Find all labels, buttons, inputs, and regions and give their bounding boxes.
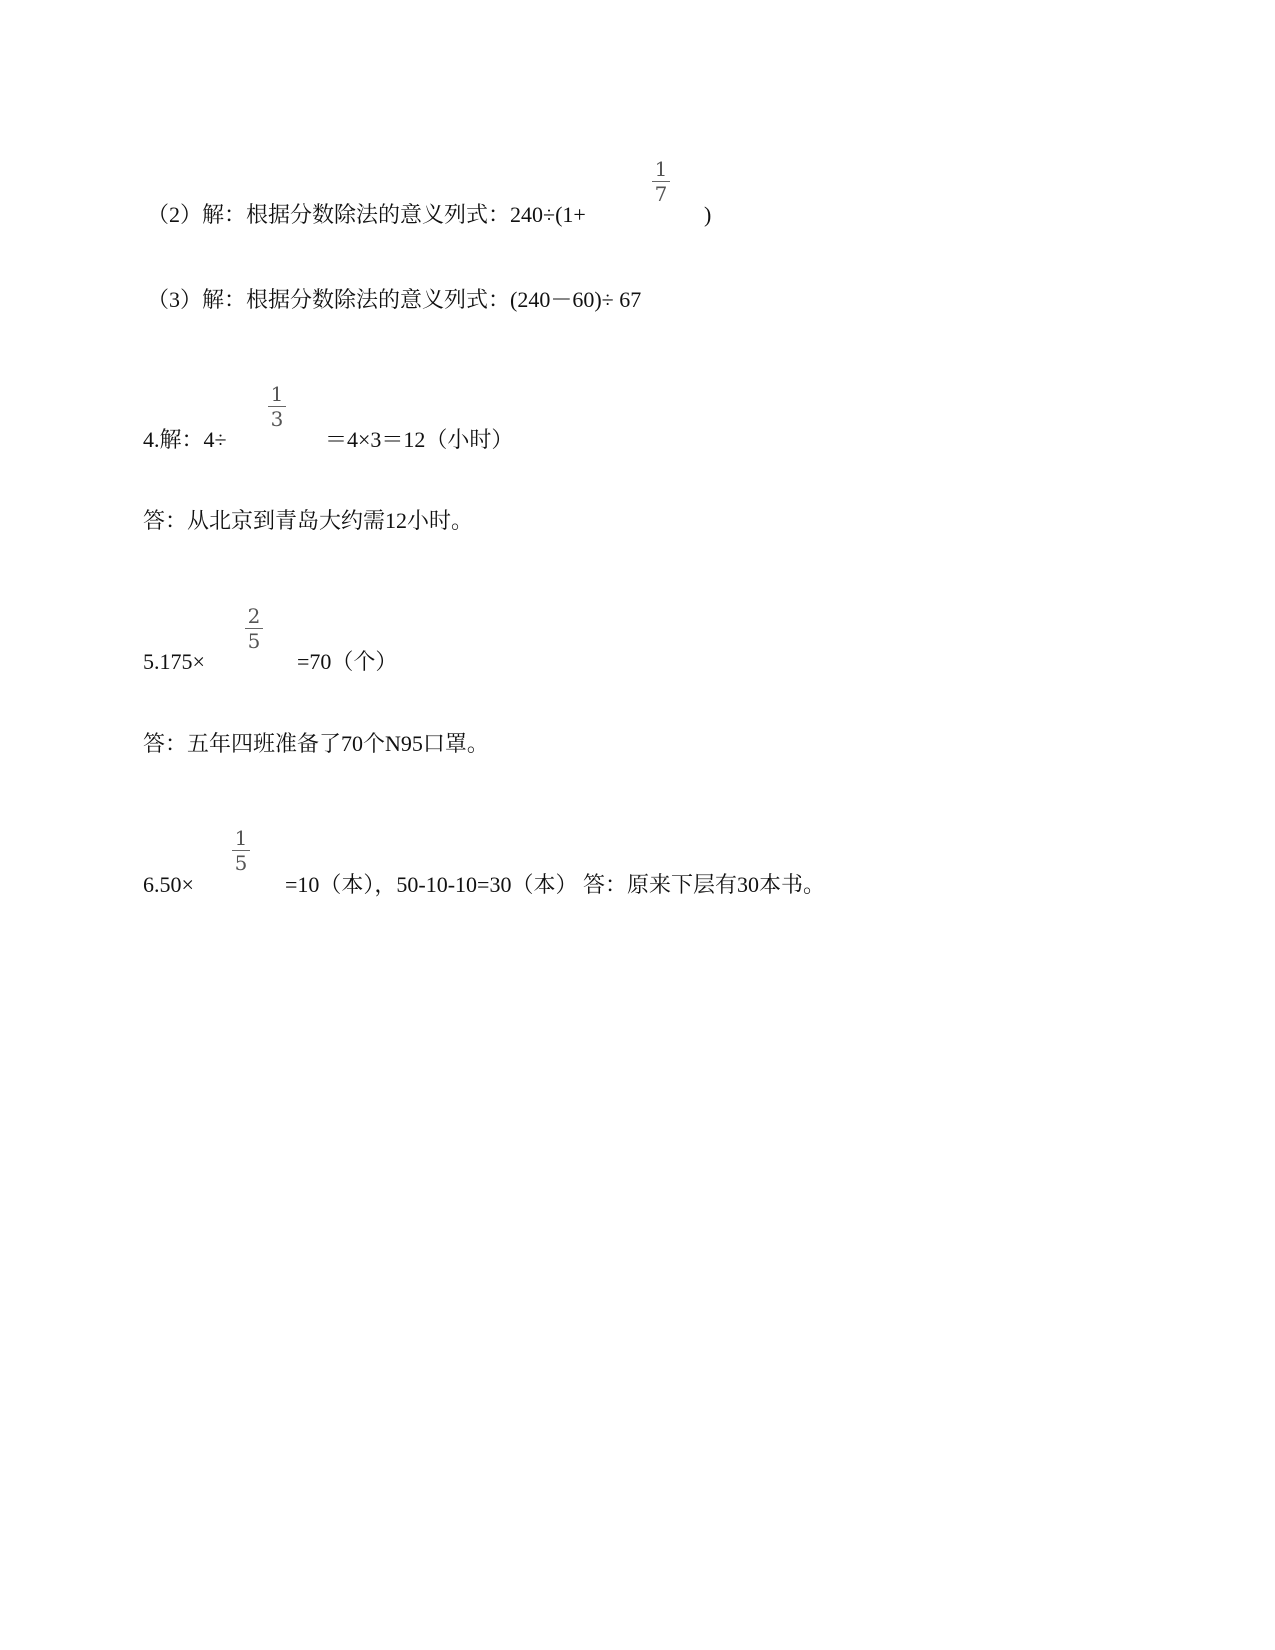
item-3-text: （3）解：根据分数除法的意义列式：(240－60)÷ 67 [147,287,642,312]
item-4-prefix: 4.解：4÷ [143,427,227,452]
fraction-numerator: 2 [247,604,261,628]
item-6-formula-suffix [285,872,825,898]
fraction-one-third [266,383,288,430]
item-5-formula-prefix [143,649,205,675]
fraction-denominator: 5 [234,851,248,875]
item-3-formula [147,287,641,313]
item-2-formula [147,202,586,228]
item-6-formula-prefix [143,872,194,898]
fraction-denominator: 5 [247,629,261,653]
item-4-answer [143,508,473,534]
item-4-answer-text: 答：从北京到青岛大约需12小时。 [143,508,474,533]
fraction-numerator: 1 [654,157,668,181]
item-4-suffix: ＝4×3＝12（小时） [325,427,514,452]
fraction-denominator: 7 [654,182,668,206]
item-5-answer [143,731,489,757]
fraction-numerator: 1 [270,382,284,406]
fraction-numerator: 1 [234,826,248,850]
fraction-denominator: 3 [270,407,284,431]
item-4-formula-prefix [143,427,227,453]
item-5-formula-suffix [297,649,397,675]
item-2-suffix: ) [704,202,712,227]
item-5-suffix: =70（个） [297,649,398,674]
item-2-close-paren [704,202,711,228]
item-6-suffix: =10（本），50-10-10=30（本） 答：原来下层有30本书。 [285,872,825,897]
item-6-prefix: 6.50× [143,872,194,897]
fraction-one-seventh [650,158,672,205]
fraction-one-fifth [230,827,252,874]
item-2-prefix: （2）解：根据分数除法的意义列式：240÷(1+ [147,202,586,227]
item-5-answer-text: 答：五年四班准备了70个N95口罩。 [143,731,489,756]
item-4-formula-suffix [325,427,513,453]
item-5-prefix: 5.175× [143,649,205,674]
fraction-two-fifths [243,605,265,652]
